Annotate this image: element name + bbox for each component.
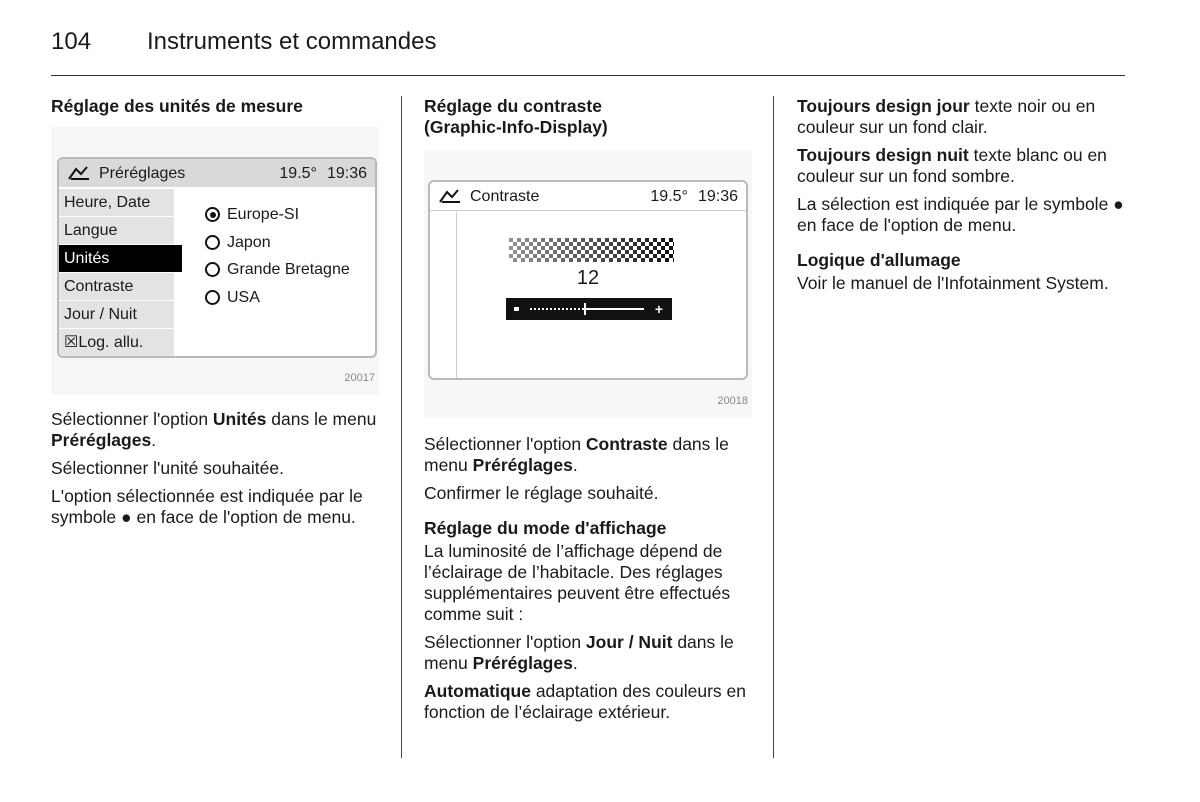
section-heading: Réglage des unités de mesure — [51, 96, 303, 116]
contrast-pattern — [509, 238, 674, 262]
menu-item-unites[interactable]: Unités — [59, 245, 182, 273]
option-label: USA — [227, 288, 260, 306]
menu-item-langue[interactable]: Langue — [59, 217, 174, 245]
column-1 — [51, 96, 381, 535]
screen-title: Préréglages — [99, 164, 186, 182]
figure-number: 20017 — [344, 372, 375, 384]
figure-contrast — [424, 150, 752, 418]
menu-item-contraste[interactable]: Contraste — [59, 273, 174, 301]
option-japon[interactable] — [205, 229, 350, 257]
menu-item-heure-date[interactable]: Heure, Date — [59, 189, 174, 217]
option-label: Japon — [227, 233, 271, 251]
settings-icon — [438, 188, 462, 204]
display-screen — [428, 180, 748, 380]
page-title: Instruments et commandes — [147, 28, 437, 55]
paragraph: Sélectionner l'option Contraste dans le menu Préréglages. — [424, 434, 729, 475]
minus-icon — [514, 307, 519, 311]
paragraph: Toujours design jour texte noir ou en couleur sur un fond clair. — [797, 96, 1096, 137]
slider-track — [586, 308, 644, 310]
paragraph: Sélectionner l'option Jour / Nuit dans le menu Préréglages. — [424, 632, 734, 673]
menu-item-log-allu[interactable]: ☒Log. allu. — [59, 329, 174, 357]
radio-icon — [205, 290, 220, 305]
menu-item-jour-nuit[interactable]: Jour / Nuit — [59, 301, 174, 329]
paragraph: L'option sélectionnée est indiquée par le symbole ● en face de l'option de menu. — [51, 486, 363, 527]
unit-options — [205, 201, 350, 311]
plus-icon: + — [654, 301, 663, 317]
clock: 19:36 — [697, 187, 738, 205]
screen-header — [59, 159, 375, 187]
clock: 19:36 — [326, 164, 367, 182]
paragraph: Confirmer le réglage souhaité. — [424, 483, 659, 503]
settings-menu — [59, 189, 174, 357]
section-heading: Réglage du contraste (Graphic-Info-Display) — [424, 96, 608, 137]
radio-icon — [205, 262, 220, 277]
column-2 — [424, 96, 760, 730]
option-usa[interactable] — [205, 284, 350, 312]
temperature: 19.5° — [650, 187, 688, 205]
column-divider — [773, 96, 774, 758]
paragraph: La luminosité de l’affichage dépend de l’éclairage de l’habitacle. Des réglages supplémentaires peuvent être effectués comme suit : — [424, 541, 731, 624]
option-label: Europe-SI — [227, 206, 300, 224]
page-number: 104 — [51, 28, 92, 55]
screen-sidebar — [430, 212, 457, 380]
paragraph: Toujours design nuit texte blanc ou en couleur sur un fond sombre. — [797, 145, 1107, 186]
paragraph: Automatique adaptation des couleurs en fonction de l’éclairage extérieur. — [424, 681, 746, 722]
contrast-slider[interactable] — [506, 298, 672, 320]
radio-icon — [205, 235, 220, 250]
option-grande-bretagne[interactable] — [205, 256, 350, 284]
radio-selected-icon — [205, 207, 220, 222]
option-label: Grande Bretagne — [227, 261, 350, 279]
screen-title: Contraste — [470, 187, 540, 205]
temperature: 19.5° — [279, 164, 317, 182]
contrast-value: 12 — [576, 267, 600, 289]
option-europe-si[interactable] — [205, 201, 350, 229]
section-heading: Logique d'allumage — [797, 250, 961, 270]
slider-fill — [530, 308, 586, 310]
paragraph: Sélectionner l'unité souhaitée. — [51, 458, 284, 478]
header-rule — [51, 75, 1125, 76]
column-divider — [401, 96, 402, 758]
figure-units — [51, 127, 379, 395]
paragraph: Voir le manuel de l'Infotainment System. — [797, 273, 1109, 293]
figure-number: 20018 — [717, 395, 748, 407]
column-3 — [797, 96, 1127, 301]
screen-header — [430, 182, 746, 211]
settings-icon — [67, 165, 91, 181]
paragraph: Sélectionner l'option Unités dans le menu Préréglages. — [51, 409, 377, 450]
paragraph: La sélection est indiquée par le symbole ● en face de l'option de menu. — [797, 194, 1124, 235]
page-header — [51, 28, 436, 56]
display-screen — [57, 157, 377, 358]
subsection-heading: Réglage du mode d'affichage — [424, 518, 667, 538]
